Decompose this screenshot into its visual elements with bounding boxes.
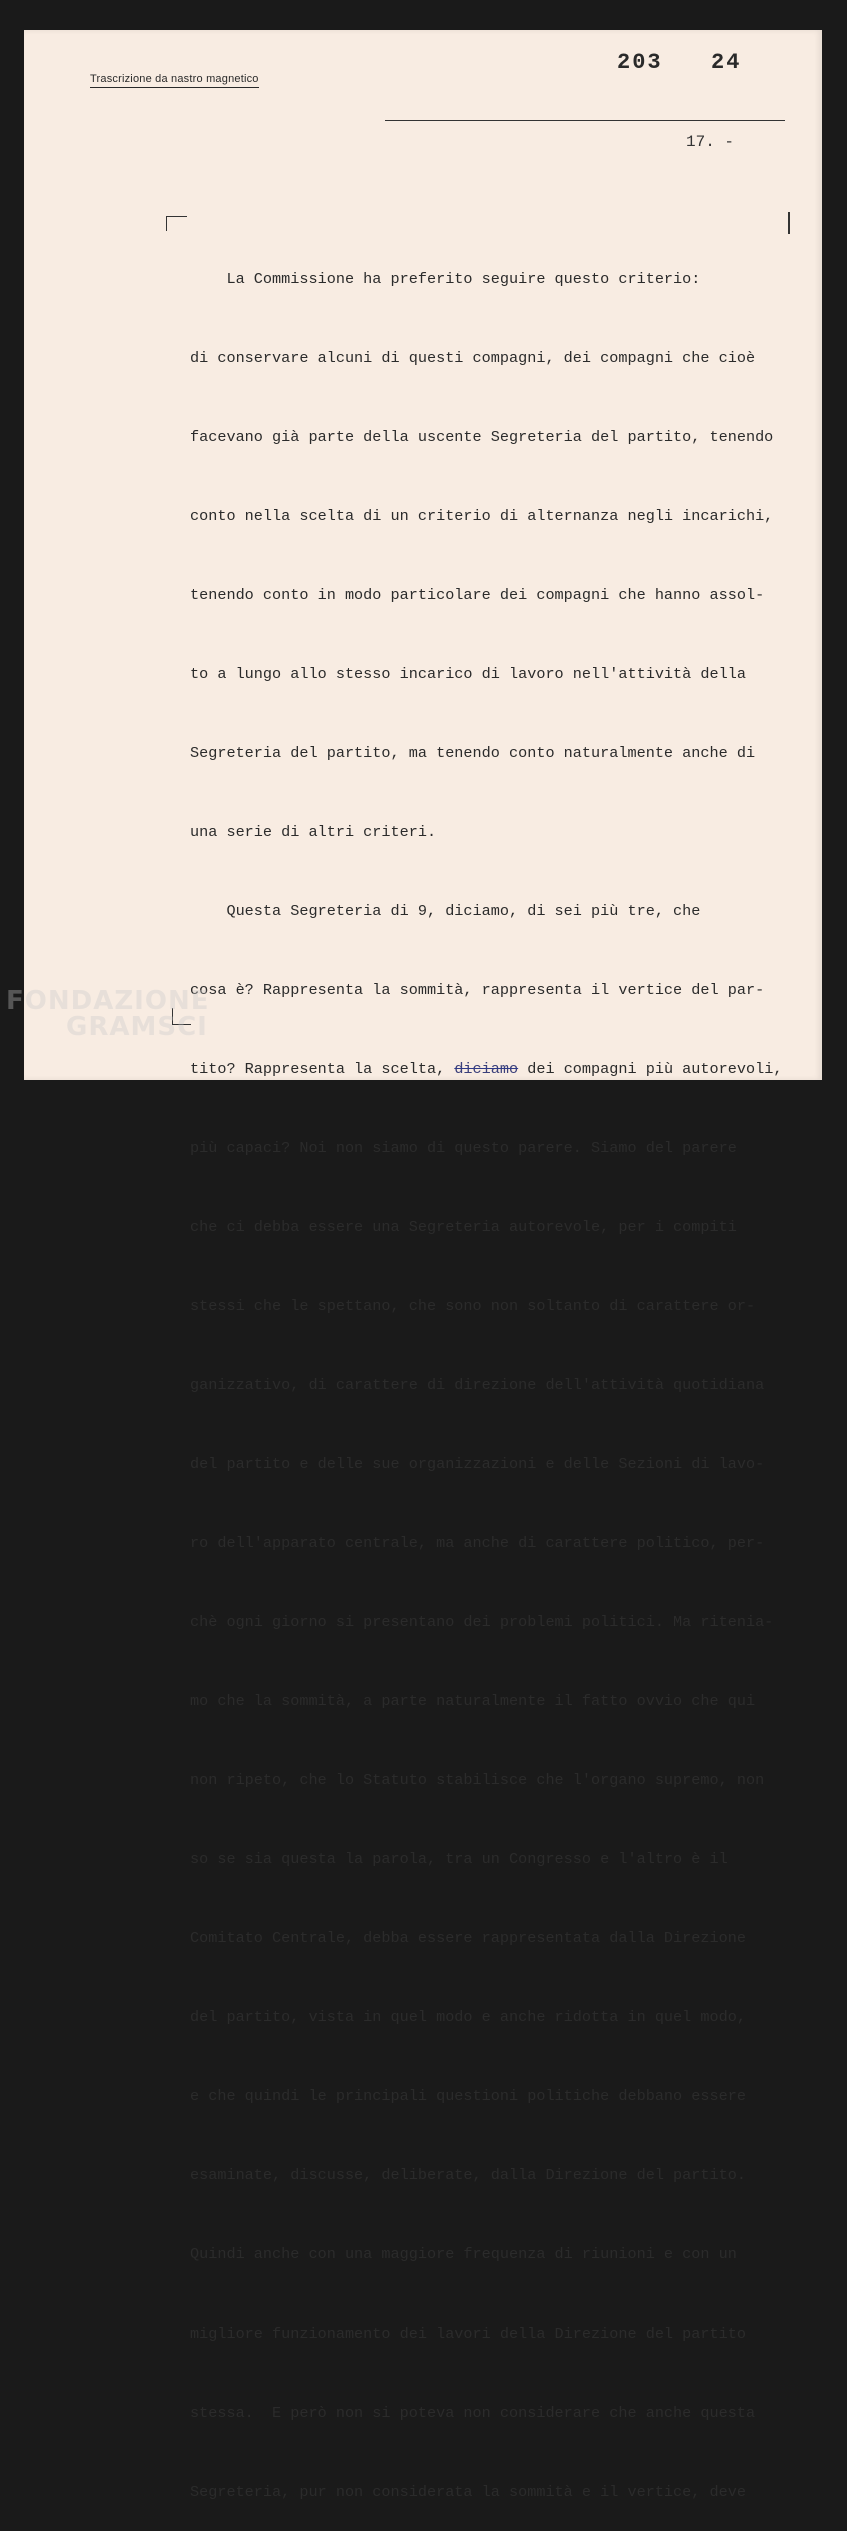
text-line: Quindi anche con una maggiore frequenza di riunioni e con un xyxy=(190,2245,737,2264)
top-left-bracket-mark xyxy=(166,216,187,231)
text-line: stessi che le spettano, che sono non soltanto di carattere or- xyxy=(190,1297,756,1316)
text-line: chè ogni giorno si presentano dei problemi politici. Ma ritenia- xyxy=(190,1613,774,1632)
text-line: di conservare alcuni di questi compagni, dei compagni che cioè xyxy=(190,348,756,367)
text-line: stessa. E però non si poteva non considerare che anche questa xyxy=(190,2403,756,2422)
header-rule xyxy=(385,120,785,121)
struck-word: diciamo xyxy=(454,1060,519,1078)
document-number: 203 xyxy=(617,50,663,75)
text-line: Segreteria del partito, ma tenendo conto naturalmente anche di xyxy=(190,743,756,762)
text-line: mo che la sommità, a parte naturalmente il fatto ovvio che qui xyxy=(190,1692,756,1711)
text-line: conto nella scelta di un criterio di alternanza negli incarichi, xyxy=(190,506,774,525)
text-segment: dei compagni più autorevoli, xyxy=(518,1060,783,1078)
text-line: non ripeto, che lo Statuto stabilisce che l'organo supremo, non xyxy=(190,1771,765,1790)
text-line: so se sia questa la parola, tra un Congresso e l'altro è il xyxy=(190,1850,728,1869)
text-line-with-strike xyxy=(190,1056,810,1082)
watermark-line-2: GRAMSCI xyxy=(66,1012,208,1042)
text-line: facevano già parte della uscente Segreteria del partito, tenendo xyxy=(190,427,774,446)
transcript-body xyxy=(190,213,810,2531)
text-line: Segreteria, pur non considerata la sommità e il vertice, deve xyxy=(190,2482,746,2501)
page-number: 17. - xyxy=(686,133,735,151)
text-segment: tito? Rappresenta la scelta, xyxy=(190,1060,455,1078)
text-line: del partito e delle sue organizzazioni e delle Sezioni di lavo- xyxy=(190,1455,765,1474)
text-line: cosa è? Rappresenta la sommità, rappresenta il vertice del par- xyxy=(190,980,765,999)
transcription-label: Trascrizione da nastro magnetico xyxy=(90,73,259,88)
text-line: Questa Segreteria di 9, diciamo, di sei più tre, che xyxy=(190,901,701,920)
text-line: esaminate, discusse, deliberate, dalla Direzione del partito. xyxy=(190,2166,746,2185)
text-line: del partito, vista in quel modo e anche ridotta in quel modo, xyxy=(190,2008,746,2027)
text-line: una serie di altri criteri. xyxy=(190,822,437,841)
text-line: Comitato Centrale, debba essere rappresentata dalla Direzione xyxy=(190,1929,746,1948)
watermark-line-1: FONDAZIONE xyxy=(6,986,210,1016)
fondazione-gramsci-watermark xyxy=(6,988,209,1040)
text-line: La Commissione ha preferito seguire questo criterio: xyxy=(190,269,701,288)
text-line: più capaci? Noi non siamo di questo parere. Siamo del parere xyxy=(190,1139,737,1158)
document-subnumber: 24 xyxy=(711,50,742,75)
text-line: e che quindi le principali questioni politiche debbano essere xyxy=(190,2087,746,2106)
text-line: migliore funzionamento dei lavori della Direzione del partito xyxy=(190,2324,746,2343)
text-line: tenendo conto in modo particolare dei compagni che hanno assol- xyxy=(190,585,765,604)
text-line: ganizzativo, di carattere di direzione dell'attività quotidiana xyxy=(190,1376,765,1395)
text-line: to a lungo allo stesso incarico di lavoro nell'attività della xyxy=(190,664,746,683)
text-line: che ci debba essere una Segreteria autorevole, per i compiti xyxy=(190,1218,737,1237)
text-line: ro dell'apparato centrale, ma anche di carattere politico, per- xyxy=(190,1534,765,1553)
